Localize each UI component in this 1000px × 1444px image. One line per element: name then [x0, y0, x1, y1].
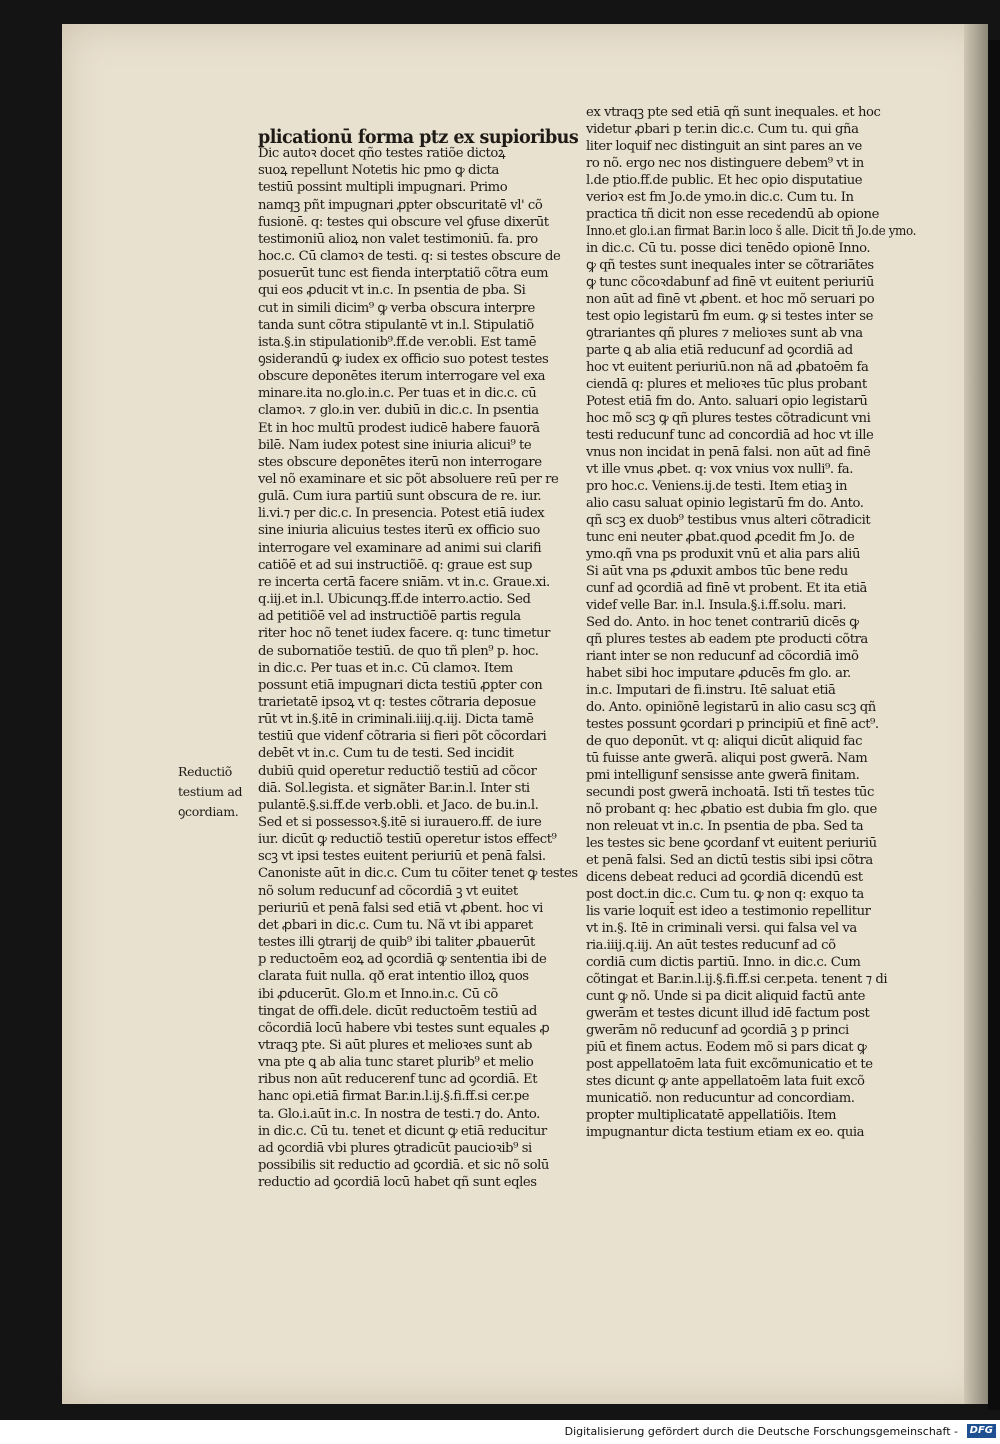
text-line: namqꝫ pñt impugnari ꝓpter obscuritatē vl' cõ: [258, 197, 543, 213]
text-line: post appellatoēm lata fuit excõmunicatio et te: [586, 1057, 873, 1072]
text-line: qui eos ꝓducit vt in.c. In psentia de pba. Si: [258, 283, 526, 299]
text-line: liter loquif nec distinguit an sint pares an ve: [586, 139, 862, 154]
text-line: rūt vt in.§.itē in criminali.iiij.q.iij. Dicta tamē: [258, 712, 534, 728]
text-line: riant inter se non reducunf ad cõcordiā imõ: [586, 649, 859, 664]
text-line: periuriū et penā falsi sed etiā vt ꝓbent. hoc vi: [258, 900, 543, 916]
column-heading-line: plicationū forma ptz ex supioribus: [258, 126, 579, 148]
text-line: vt in.§. Itē in criminali versi. qui falsa vel va: [586, 921, 857, 936]
text-line: stes dicunt ꝙ ante appellatoēm lata fuit excõ: [586, 1074, 865, 1089]
text-line: municatiõ. non reducuntur ad concordiam.: [586, 1091, 855, 1106]
text-line: gwerām nõ reducunf ad ꝯcordiā ꝫ p princi: [586, 1023, 849, 1038]
text-line: ria.iiij.q.iij. An aūt testes reducunf ad cõ: [586, 938, 836, 953]
text-line: Canoniste aūt in dic.c. Cum tu cõiter tenet ꝙ testes: [258, 866, 578, 882]
text-line: ꝯsiderandū ꝙ iudex ex officio suo potest testes: [258, 351, 549, 367]
text-line: non releuat vt in.c. In psentia de pba. Sed ta: [586, 819, 864, 834]
text-line: possibilis sit reductio ad ꝯcordiā. et sic nõ solū: [258, 1158, 549, 1173]
text-line: riter hoc nõ tenet iudex facere. q: tunc timetur: [258, 626, 550, 642]
text-line: les testes sic bene ꝯcordanf vt euitent periuriū: [586, 836, 877, 851]
text-line: testes possunt ꝯcordari p principiū et finē act⁹.: [586, 717, 879, 732]
text-line: hoc vt euitent periuriū.non nã ad ꝓbatoēm fa: [586, 360, 869, 375]
text-line: hoc mõ scꝫ ꝙ qñ plures testes cõtradicunt vni: [586, 411, 871, 426]
text-line: videtur ꝓbari p ter.in dic.c. Cum tu. qui gña: [586, 122, 859, 137]
text-line: secundi post gwerā inchoatā. Isti tñ testes tūc: [586, 785, 874, 800]
text-line: Sed et si possessoꝛ.§.itē si iurauero.ff. de iure: [258, 815, 542, 830]
margin-note: [178, 762, 258, 822]
text-line: testiū possint multipli impugnari. Primo: [258, 180, 508, 196]
text-line: lis varie loquit̄ est ideo a testimonio repellitur: [586, 904, 871, 919]
text-line: cunf ad ꝯcordiā ad finē vt probent. Et ita etiā: [586, 581, 867, 596]
text-line: ro nõ. ergo nec nos distinguere debem⁹ vt in: [586, 156, 864, 171]
text-line: vnus non incidat in penā falsi. non aūt ad finē: [586, 445, 871, 460]
text-line: qñ plures testes ab eadem pte producti cõtra: [586, 632, 868, 647]
footer-credit-text: Digitalisierung gefördert durch die Deutsche Forschungsgemeinschaft -: [564, 1425, 958, 1438]
text-line: vel nõ examinare et sic põt absoluere reū per re: [258, 472, 559, 487]
text-line: Sed do. Anto. in hoc tenet contrariū dicēs ꝙ: [586, 615, 859, 630]
text-line: possunt etiā impugnari dicta testiū ꝓpter con: [258, 677, 543, 693]
text-line: propter multiplicatatē appellatiõis. Item: [586, 1108, 837, 1123]
text-line: ex vtraqꝫ pte sed etiā qñ sunt inequales. et hoc: [586, 105, 881, 120]
text-line: pro hoc.c. Veniens.ij.de testi. Item etiaꝫ in: [586, 479, 848, 494]
text-line: cõtingat et Bar.in.l.ij.§.fi.ff.si cer.peta. tenent ⁊ di: [586, 972, 888, 987]
margin-note-line: ꝯcordiam.: [178, 804, 239, 819]
text-line: testiū que videnf cõtraria si fieri põt cõcordari: [258, 729, 547, 745]
text-line: vna pte ꝗ ab alia tunc staret plurib⁹ et melio: [258, 1055, 534, 1071]
text-line: de subornatiõe testiū. de quo tñ plen⁹ p. hoc.: [258, 643, 539, 659]
text-line: q.iij.et in.l. Ubicunqꝫ.ff.de interro.actio. Sed: [258, 592, 531, 608]
text-line: ad petitiõē vel ad instructiõē partis regula: [258, 609, 521, 625]
text-line: parte ꝗ ab alia etiā reducunf ad ꝯcordiā ad: [586, 343, 853, 358]
text-line: dicens debeat reduci ad ꝯcordiā dicendū est: [586, 870, 863, 885]
text-line: l.de ptio.ff.de public. Et hec opio disputatiue: [586, 173, 863, 188]
text-line: p reductoēm eoꝝ ad ꝯcordiā ꝙ sententia ibi de: [258, 952, 547, 968]
footer-bar: [0, 1420, 1000, 1444]
text-line: Inno.et glo.i.an firmat Bar.in loco š alle. Dicit tñ Jo.de ymo.: [586, 224, 916, 239]
text-line: ta. Glo.i.aūt in.c. In nostra de testi.⁊ do. Anto.: [258, 1106, 540, 1122]
text-line: iur. dicūt ꝙ reductiõ testiū operetur istos effect⁹: [258, 832, 557, 848]
text-line: minare.ita no.glo.in.c. Per tuas et in dic.c. cū: [258, 386, 537, 402]
scan-right-edge: [988, 40, 1000, 1410]
text-line: cõcordiā locū habere vbi testes sunt equales ꝓ: [258, 1020, 550, 1036]
text-line: ibi ꝓducerūt. Glo.m et Inno.in.c. Cū cõ: [258, 986, 498, 1002]
text-line: tunc eni neuter ꝓbat.quod ꝓcedit fm Jo. de: [586, 530, 855, 545]
page-spine-shadow: [964, 24, 988, 1404]
text-line: ista.§.in stipulationib⁹.ff.de ver.obli. Est tamē: [258, 334, 537, 350]
text-line: verioꝛ est fm Jo.de ymo.in dic.c. Cum tu. In: [586, 190, 854, 205]
text-line: alio casu saluat opinio legistarū fm do. Anto.: [586, 496, 864, 511]
dfg-logo: DFG: [967, 1424, 996, 1438]
text-line: det ꝓbari in dic.c. Cum tu. Nã vt ibi apparet: [258, 917, 533, 933]
text-line: post doct.in dic.c. Cum tu. ꝙ non q: exquo ta: [586, 887, 864, 902]
text-line: testes illi ꝯtrarij de quib⁹ ibi taliter ꝓbauerūt: [258, 935, 535, 951]
text-line: hoc.c. Cū clamoꝛ de testi. q: si testes obscure de: [258, 249, 561, 265]
text-line: vtraqꝫ pte. Si aūt plures et melioꝛes sunt ab: [258, 1037, 533, 1053]
text-line: interrogare vel examinare ad animi sui clarifi: [258, 540, 542, 556]
text-line: nõ probant q: hec ꝓbatio est dubia fm glo. que: [586, 802, 877, 817]
text-line: gulā. Cum iura partiū sunt obscura de re. iur.: [258, 489, 542, 505]
text-line: non aūt ad finē vt ꝓbent. et hoc mõ seruari po: [586, 292, 875, 307]
text-line: scꝫ vt ipsi testes euitent periuriū et penā falsi.: [258, 849, 546, 865]
text-line: impugnantur dicta testium etiam ex eo. quia: [586, 1125, 865, 1140]
text-line: tingat de offi.dele. dicūt reductoēm testiū ad: [258, 1003, 537, 1019]
text-line: reductio ad ꝯcordiā locū habet qñ sunt eqles: [258, 1175, 537, 1191]
text-line: sine iniuria alicuius testes iterū ex officio suo: [258, 523, 540, 539]
text-line: stes obscure deponētes iterū non interrogare: [258, 454, 542, 470]
text-line: li.vi.⁊ per dic.c. In presencia. Potest etiā iudex: [258, 506, 545, 522]
text-line: Si aūt vna ps ꝓduxit ambos tūc bene redu: [586, 564, 848, 579]
text-line: tū fuisse ante gwerā. aliqui post gwerā. Nam: [586, 751, 868, 766]
text-line: suoꝝ repellunt Notetis hic pmo ꝙ dicta: [258, 163, 499, 179]
margin-note-line: testium ad: [178, 784, 243, 799]
text-line: tanda sunt cõtra stipulantē vt in.l. Stipulatiõ: [258, 317, 534, 333]
text-line: fusionē. q: testes qui obscure vel ꝯfuse dixerūt: [258, 214, 549, 230]
text-line: in dic.c. Per tuas et in.c. Cū clamoꝛ. Item: [258, 660, 513, 676]
text-line: ad ꝯcordiā vbi plures ꝯtradicūt paucioꝛib⁹ si: [258, 1140, 532, 1156]
text-line: et penā falsi. Sed an dictū testis sibi ipsi cõtra: [586, 853, 873, 868]
text-line: clamoꝛ. ⁊ glo.in ver. dubiū in dic.c. In psentia: [258, 403, 539, 419]
text-line: pulantē.§.si.ff.de verb.obli. et Jaco. de bu.in.l.: [258, 797, 539, 813]
text-line: gwerām et testes dicunt illud idē factum post: [586, 1006, 870, 1021]
text-line: nõ solum reducunf ad cõcordiā ꝫ vt euitet: [258, 883, 518, 899]
text-line: clarata fuit nulla. qð erat intentio illoꝝ quos: [258, 969, 529, 985]
text-line: re incerta certā facere sniām. vt in.c. Graue.xi.: [258, 574, 550, 590]
text-line: de quo deponūt. vt q: aliqui dicūt aliquid fac: [586, 734, 863, 749]
text-line: do. Anto. opiniõnē legistarū in alio casu scꝫ qñ: [586, 700, 876, 715]
margin-note-line: Reductiõ: [178, 764, 233, 779]
text-line: hanc opi.etiā firmat Bar.in.l.ij.§.fi.ff.si cer.pe: [258, 1089, 529, 1105]
text-line: in dic.c. Cū tu. posse dici tenēdo opionē Inno.: [586, 241, 871, 256]
text-line: Et in hoc multū prodest iudicē habere fauorā: [258, 420, 540, 436]
text-line: ymo.qñ vna ps produxit vnū et alia pars aliū: [586, 547, 860, 562]
text-line: practica tñ dicit non esse recedendū ab opione: [586, 207, 879, 222]
text-line: testi reducunf tunc ad concordiā ad hoc vt ille: [586, 428, 874, 443]
text-line: pmi intelligunf sensisse ante gwerā finitam.: [586, 768, 860, 783]
text-line: testimoniū alioꝝ non valet testimoniū. fa. pro: [258, 231, 538, 247]
text-line: Dic autoꝛ docet qño testes ratiõe dictoꝝ: [258, 146, 505, 162]
text-line: in dic.c. Cū tu. tenet et dicunt ꝙ etiā reducitur: [258, 1123, 547, 1139]
text-line: videf velle Bar. in.l. Insula.§.i.ff.solu. mari.: [586, 598, 847, 613]
text-line: dubiū quid operetur reductiõ testiū ad cõcor: [258, 763, 537, 779]
text-line: ꝯtrariantes qñ plures ⁊ melioꝛes sunt ab vna: [586, 326, 863, 341]
text-line: habet sibi hoc imputare ꝓducēs fm glo. ar.: [586, 666, 851, 681]
text-line: cunt ꝙ nõ. Unde si pa dicit aliquid factū ante: [586, 989, 865, 1004]
text-line: test opio legistarū fm eum. ꝙ si testes inter se: [586, 309, 873, 324]
text-line: bilē. Nam iudex potest sine iniuria alicui⁹ te: [258, 437, 532, 453]
text-line: cut in simili dicim⁹ ꝙ verba obscura interpre: [258, 300, 535, 316]
text-line: obscure deponētes iterum interrogare vel exa: [258, 369, 546, 385]
text-line: ciendā q: plures et melioꝛes tūc plus probant: [586, 377, 867, 392]
text-line: posuerūt tunc est fienda interptatiõ cõtra eum: [258, 266, 549, 282]
text-line: vt ille vnus ꝓbet. q: vox vnius vox nulli⁹. fa.: [586, 462, 853, 477]
text-line: Potest etiā fm do. Anto. saluari opio legistarū: [586, 394, 868, 409]
text-line: diā. Sol.legista. et signãter Bar.in.l. Inter sti: [258, 780, 530, 796]
text-line: ꝙ qñ testes sunt inequales inter se cõtrariātes: [586, 258, 874, 273]
text-line: catiõē et ad sui instructiõē. q: graue est sup: [258, 557, 533, 573]
text-line: ꝙ tunc cõcoꝛdabunf ad finē vt euitent periuriū: [586, 275, 874, 290]
text-line: debēt vt in.c. Cum tu de testi. Sed incidit: [258, 746, 514, 762]
text-line: trarietatē ipsoꝝ vt q: testes cõtraria deposue: [258, 694, 536, 710]
text-line: in.c. Imputari de fi.instru. Itē saluat etiā: [586, 683, 836, 698]
text-line: piū et finem actus. Eodem mõ si pars dicat ꝙ: [586, 1040, 867, 1055]
text-line: cordiā cum dictis partiū. Inno. in dic.c. Cum: [586, 955, 861, 970]
text-line: qñ scꝫ ex duob⁹ testibus vnus alteri cõtradicit: [586, 513, 871, 528]
text-line: ribus non aūt reducerenf tunc ad ꝯcordiā. Et: [258, 1072, 538, 1088]
